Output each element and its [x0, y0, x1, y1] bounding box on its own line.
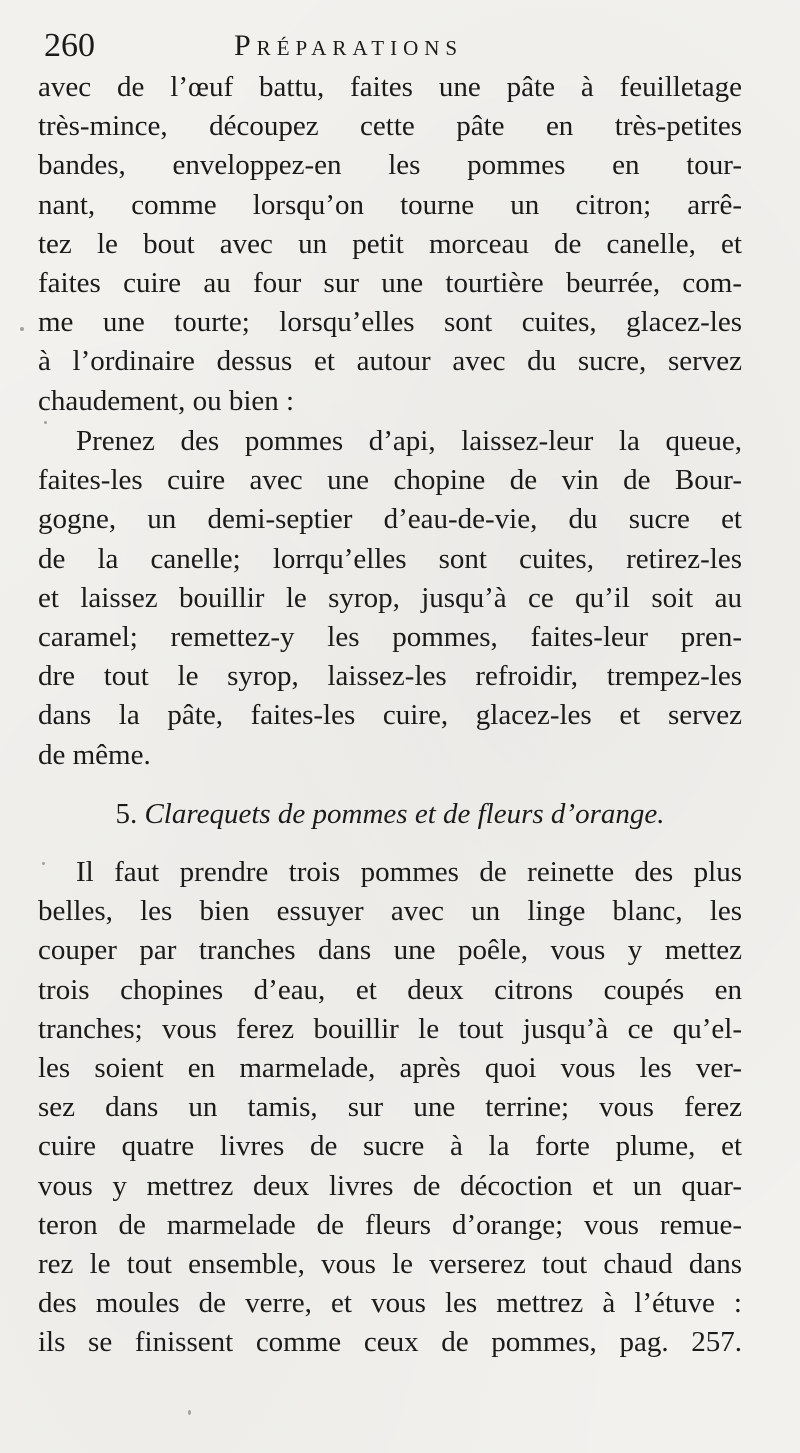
section-heading [38, 794, 742, 834]
page-number: 260 [44, 27, 95, 64]
text-line: gogne, un demi-septier d’eau-de-vie, du sucre et [38, 503, 742, 536]
paper-speck [42, 862, 45, 865]
text-line: caramel; remettez-y les pommes, faites-leur pren- [38, 620, 742, 653]
text-line: vous y mettrez deux livres de décoction et un quar- [38, 1169, 742, 1202]
text-line: les soient en marmelade, après quoi vous les ver- [38, 1051, 742, 1084]
paper-speck [44, 421, 47, 424]
paper-speck [20, 327, 24, 331]
text-line: dre tout le syrop, laissez-les refroidir, trempez-les [38, 660, 742, 693]
text-line: bandes, enveloppez-en les pommes en tour- [38, 149, 742, 182]
text-line: à l’ordinaire dessus et autour avec du sucre, servez [38, 345, 742, 378]
text-line: rez le tout ensemble, vous le verserez tout chaud dans [38, 1247, 742, 1280]
text-line: Il faut prendre trois pommes de reinette des plus [76, 856, 742, 888]
text-line: chaudement, ou bien : [38, 384, 295, 417]
paragraph-1 [38, 68, 742, 421]
text-line: ils se finissent comme ceux de pommes, pag. 257. [38, 1326, 742, 1359]
text-line: trois chopines d’eau, et deux citrons coupés en [38, 973, 742, 1006]
text-line: nant, comme lorsqu’on tourne un citron; arrê- [38, 188, 742, 221]
text-line: belles, les bien essuyer avec un linge blanc, les [38, 895, 742, 928]
text-line: tez le bout avec un petit morceau de canelle, et [38, 227, 742, 260]
text-line: de la canelle; lorrqu’elles sont cuites, retirez-les [38, 542, 742, 575]
text-line: des moules de verre, et vous les mettrez à l’étuve : [38, 1287, 742, 1320]
text-line: faites-les cuire avec une chopine de vin de Bour- [38, 464, 742, 497]
text-line: me une tourte; lorsqu’elles sont cuites, glacez-les [38, 306, 742, 339]
running-title: Préparations [234, 29, 464, 62]
text-line: tranches; vous ferez bouillir le tout jusqu’à ce qu’el- [38, 1012, 742, 1045]
paragraph-2 [38, 422, 742, 775]
text-line: teron de marmelade de fleurs d’orange; vous remue- [38, 1208, 742, 1241]
paper-speck [188, 1410, 191, 1415]
paragraph-3 [38, 853, 742, 1362]
text-line: de même. [38, 738, 151, 771]
text-line: et laissez bouillir le syrop, jusqu’à ce qu’il soit au [38, 581, 742, 614]
section-number: 5. [115, 798, 138, 830]
text-line: Prenez des pommes d’api, laissez-leur la queue, [76, 425, 742, 457]
section-title: Clarequets de pommes et de fleurs d’orange. [144, 798, 665, 830]
text-line: sez dans un tamis, sur une terrine; vous ferez [38, 1091, 742, 1124]
text-line: faites cuire au four sur une tourtière beurrée, com- [38, 266, 742, 299]
text-line: couper par tranches dans une poêle, vous y mettez [38, 934, 742, 967]
text-line: très-mince, découpez cette pâte en très-petites [38, 110, 742, 143]
text-line: dans la pâte, faites-les cuire, glacez-les et servez [38, 699, 742, 732]
text-line: cuire quatre livres de sucre à la forte plume, et [38, 1130, 742, 1163]
running-head [44, 26, 744, 66]
text-line: avec de l’œuf battu, faites une pâte à feuilletage [38, 71, 742, 103]
